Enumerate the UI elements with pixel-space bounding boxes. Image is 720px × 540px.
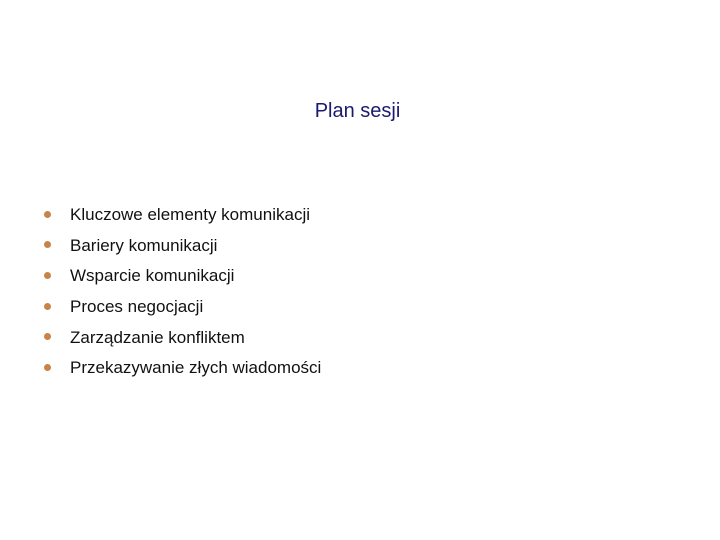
list-item-label: Kluczowe elementy komunikacji [70,205,310,225]
slide-title-text: Plan sesji [314,100,401,122]
list-item-label: Wsparcie komunikacji [70,266,235,286]
bullet-icon [44,211,51,218]
list-item [44,292,321,323]
bullet-list [44,200,321,384]
list-item [44,353,321,384]
bullet-icon [44,241,51,248]
list-item [44,231,321,262]
bullet-icon [44,303,51,310]
list-item [44,261,321,292]
list-item-label: Bariery komunikacji [70,235,218,255]
bullet-icon [44,364,51,371]
list-item-label: Zarządzanie konfliktem [70,327,245,347]
bullet-icon [44,333,51,340]
bullet-icon [44,272,51,279]
list-item-label: Proces negocjacji [70,297,204,317]
list-item [44,200,321,231]
slide-title [0,100,720,123]
list-item [44,322,321,353]
list-item-label: Przekazywanie złych wiadomości [70,358,322,378]
